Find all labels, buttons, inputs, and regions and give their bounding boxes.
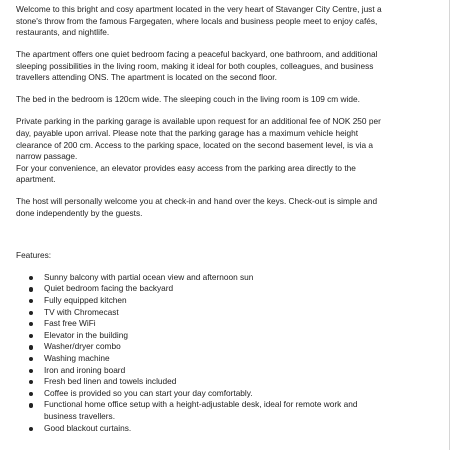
features-heading: Features:	[16, 249, 52, 260]
feature-text: Good blackout curtains.	[44, 422, 132, 433]
bullet-icon	[29, 427, 33, 431]
apartment-paragraph: The apartment offers one quiet bedroom facing a peaceful backyard, one bathroom, and additional sleeping possibilities in the living room, making it ideal for both couples, colleagues, and business travellers attending ONS. The apartment is located on the second floor.	[16, 49, 378, 83]
list-item	[16, 330, 388, 342]
feature-text: Coffee is provided so you can start your day comfortably.	[44, 387, 253, 398]
feature-text: Elevator in the building	[44, 329, 128, 340]
feature-text: Fully equipped kitchen	[44, 295, 127, 306]
list-item	[16, 272, 388, 284]
list-item	[16, 341, 388, 353]
feature-text: Functional home office setup with a height-adjustable desk, ideal for remote work and business travellers.	[44, 399, 358, 421]
bullet-icon	[29, 311, 33, 315]
listing-description	[16, 4, 388, 434]
intro-paragraph: Welcome to this bright and cosy apartment located in the very heart of Stavanger City Centre, just a stone's throw from the famous Fargegaten, where locals and business people meet to enjoy cafés, restaurants, and nightlife.	[16, 4, 382, 38]
list-item	[16, 295, 388, 307]
feature-text: Fresh bed linen and towels included	[44, 376, 177, 387]
list-item	[16, 399, 388, 422]
list-item	[16, 423, 388, 435]
bullet-icon	[29, 380, 33, 384]
bed-size-paragraph: The bed in the bedroom is 120cm wide. The sleeping couch in the living room is 109 cm wide.	[16, 94, 360, 105]
feature-text: Iron and ironing board	[44, 364, 126, 375]
list-item	[16, 283, 388, 295]
list-item	[16, 318, 388, 330]
feature-text: Sunny balcony with partial ocean view and afternoon sun	[44, 271, 254, 282]
list-item	[16, 353, 388, 365]
feature-text: Fast free WiFi	[44, 318, 96, 329]
bullet-icon	[29, 392, 33, 396]
feature-text: Washing machine	[44, 353, 110, 363]
feature-text: Washer/dryer combo	[44, 341, 121, 352]
features-list	[16, 272, 388, 434]
bullet-icon	[29, 322, 33, 326]
blank-space	[16, 230, 388, 250]
list-item	[16, 307, 388, 319]
bullet-icon	[29, 299, 33, 303]
bullet-icon	[29, 357, 33, 361]
bullet-icon	[29, 276, 33, 280]
bullet-icon	[29, 287, 33, 291]
list-item	[16, 365, 388, 377]
bullet-icon	[29, 345, 33, 349]
bullet-icon	[29, 369, 33, 373]
feature-text: TV with Chromecast	[44, 306, 119, 317]
elevator-paragraph: For your convenience, an elevator provides easy access from the parking area directly to the apartment.	[16, 162, 356, 185]
feature-text: Quiet bedroom facing the backyard	[44, 283, 174, 294]
list-item	[16, 388, 388, 400]
list-item	[16, 376, 388, 388]
parking-paragraph: Private parking in the parking garage is available upon request for an additional fee of NOK 250 per day, payable upon arrival. Please note that the parking garage has a maximum vehicle height clearance of 200 cm. Access to the parking space, located on the second basement level, is via a narrow passage.	[16, 116, 381, 162]
bullet-icon	[29, 334, 33, 338]
bullet-icon	[29, 403, 33, 407]
check-in-paragraph: The host will personally welcome you at check-in and hand over the keys. Check-out is simple and done independently by the guests.	[16, 196, 378, 218]
